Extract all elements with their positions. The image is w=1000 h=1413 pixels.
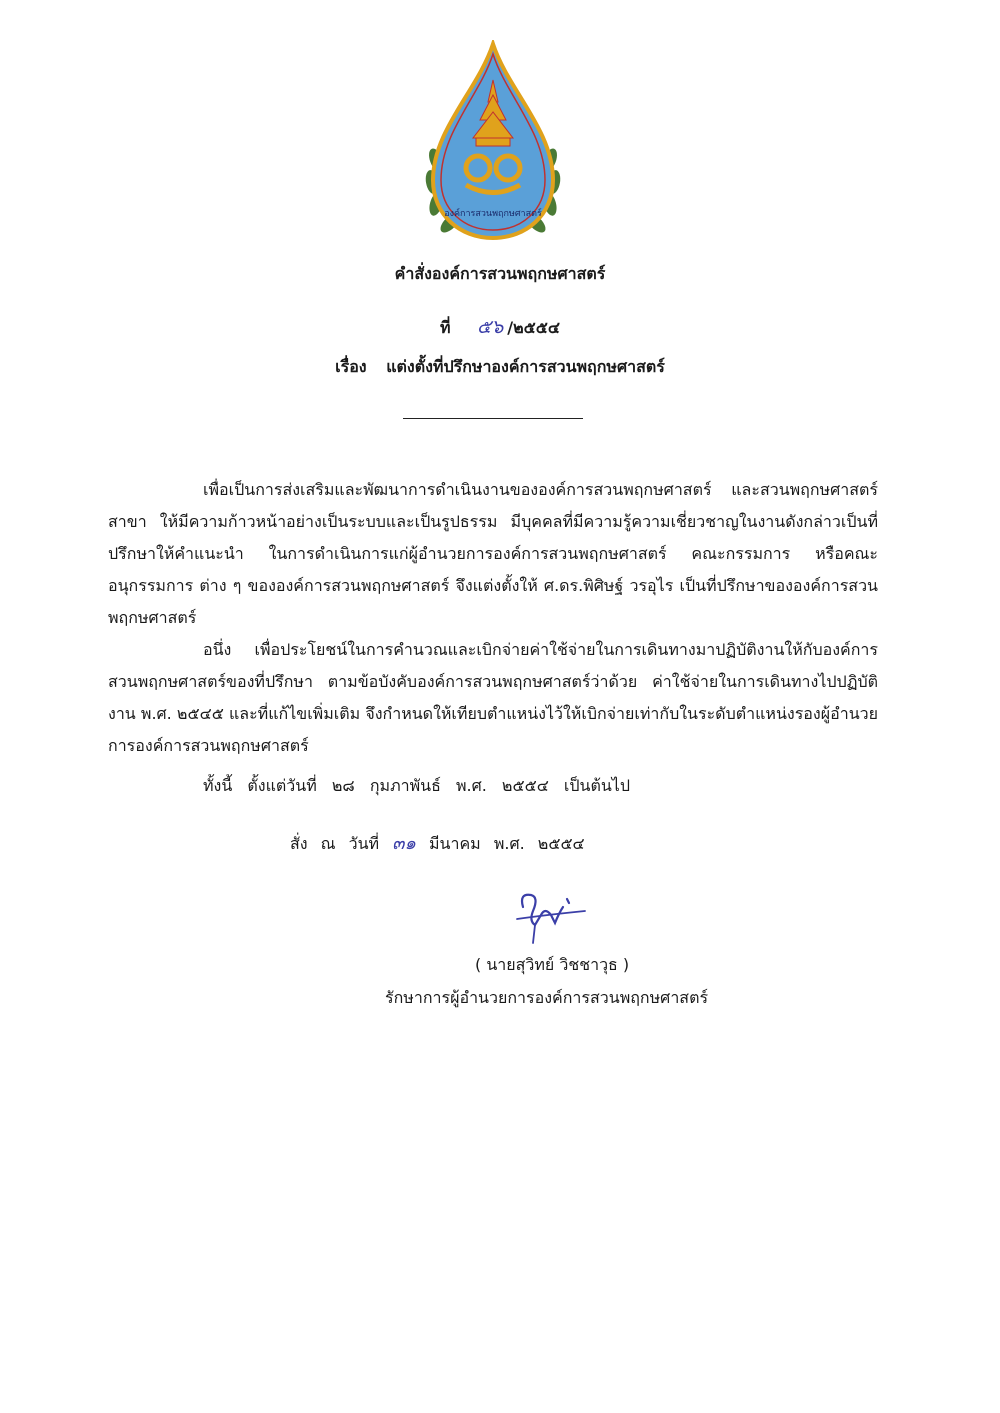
effective-date-line	[203, 770, 640, 802]
dateline-era: พ.ศ.	[493, 834, 525, 853]
signer-name: ( นายสุวิทย์ วิชชาวุธ )	[475, 955, 630, 974]
effective-day: ๒๘	[331, 776, 355, 795]
signature-icon	[505, 885, 595, 945]
divider	[403, 418, 583, 419]
number-handwritten: ๕๖	[476, 316, 504, 338]
dateline-order: สั่ง	[290, 834, 308, 853]
organization-logo	[418, 40, 568, 245]
signer-position: รักษาการผู้อำนวยการองค์การสวนพฤกษศาสตร์	[385, 988, 709, 1007]
dateline-at: ณ	[320, 834, 336, 853]
effective-year: ๒๕๕๔	[501, 776, 549, 795]
paragraph-1: เพื่อเป็นการส่งเสริมและพัฒนาการดำเนินงานขององค์การสวนพฤกษศาสตร์ และสวนพฤกษศาสตร์สาขา ให้มีความก้าวหน้าอย่างเป็นระบบและเป็นรูปธรรม มีบุคคลที่มีความรู้ความเชี่ยวชาญในงานดังกล่าวเป็นที่ปรึกษาให้คำแนะนำ ในการดำเนินการแก่ผู้อำนวยการองค์การสวนพฤกษศาสตร์ คณะกรรมการ หรือคณะอนุกรรมการ ต่าง ๆ ขององค์การสวนพฤกษศาสตร์ จึงแต่งตั้งให้ ศ.ดร.พิศิษฐ์ วรอุไร เป็นที่ปรึกษาขององค์การสวนพฤกษศาสตร์	[108, 480, 878, 627]
dateline-month: มีนาคม	[429, 834, 481, 853]
effective-tail: เป็นต้นไป	[563, 776, 630, 795]
order-number	[0, 312, 1000, 342]
dateline-day-handwritten: ๓๑	[392, 833, 416, 854]
subject-label: เรื่อง	[335, 357, 367, 376]
order-dateline	[290, 828, 593, 860]
dateline-date-label: วันที่	[348, 834, 380, 853]
logo-text: องค์การสวนพฤกษศาสตร์	[444, 209, 542, 219]
dateline-year: ๒๕๕๔	[537, 834, 585, 853]
effective-month: กุมภาพันธ์	[369, 776, 441, 795]
effective-era: พ.ศ.	[455, 776, 487, 795]
document-title: คำสั่งองค์การสวนพฤกษศาสตร์	[394, 264, 606, 283]
effective-from: ตั้งแต่วันที่	[247, 776, 317, 795]
number-suffix: /๒๕๕๔	[507, 318, 560, 337]
effective-lead: ทั้งนี้	[203, 776, 233, 795]
subject-text: แต่งตั้งที่ปรึกษาองค์การสวนพฤกษศาสตร์	[386, 357, 665, 376]
number-label: ที่	[440, 318, 451, 337]
paragraph-2: อนึ่ง เพื่อประโยชน์ในการคำนวณและเบิกจ่ายค่าใช้จ่ายในการเดินทางมาปฏิบัติงานให้กับองค์การสวนพฤกษศาสตร์ของที่ปรึกษา ตามข้อบังคับองค์การสวนพฤกษศาสตร์ว่าด้วย ค่าใช้จ่ายในการเดินทางไปปฏิบัติงาน พ.ศ. ๒๕๔๕ และที่แก้ไขเพิ่มเติม จึงกำหนดให้เทียบตำแหน่งไว้ให้เบิกจ่ายเท่ากับในระดับตำแหน่งรองผู้อำนวยการองค์การสวนพฤกษศาสตร์	[108, 640, 878, 755]
subject-line	[0, 355, 1000, 380]
